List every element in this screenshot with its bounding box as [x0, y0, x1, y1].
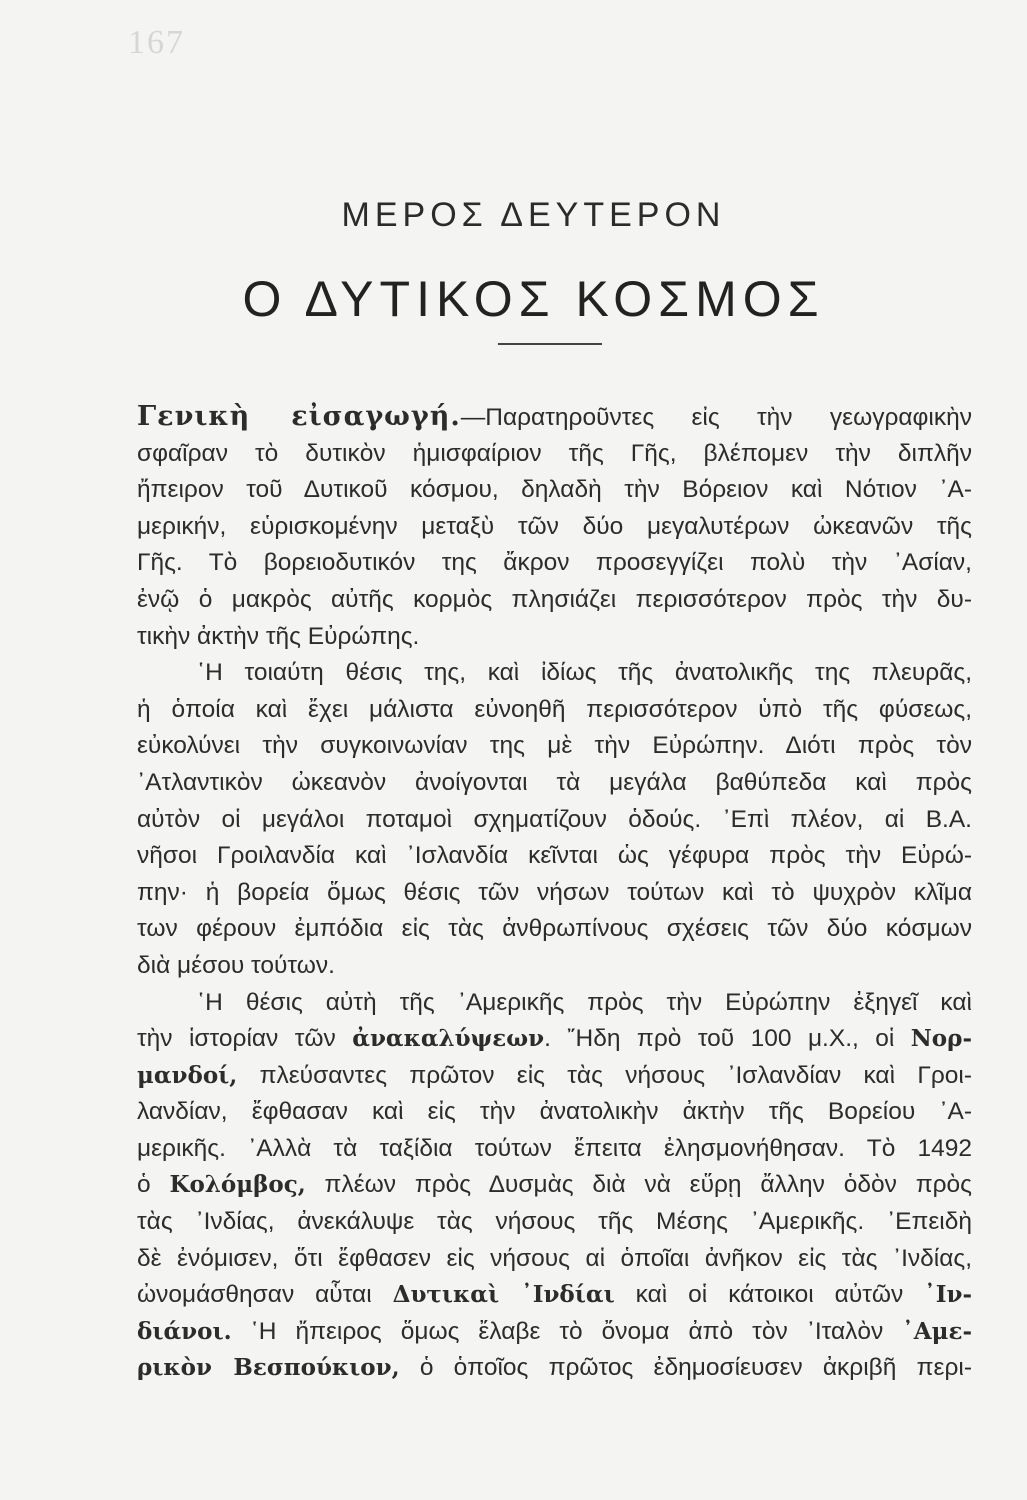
text-line: των φέρουν ἐμπόδια εἰς τὰς ἀνθρωπίνους σχέσεις τῶν δύο κόσμων: [137, 915, 972, 943]
text-line: δὲ ἐνόμισεν, ὅτι ἔφθασεν εἰς νήσους αἱ ὁποῖαι ἀνῆκον εἰς τὰς ᾿Ινδίας,: [137, 1244, 972, 1272]
main-title: Ο ΔΥΤΙΚΟΣ ΚΟΣΜΟΣ: [242, 271, 825, 327]
text-line: ὁ Κολόμβος, πλέων πρὸς Δυσμὰς διὰ νὰ εὕρῃ ἄλλην ὁδὸν πρὸς: [137, 1171, 972, 1199]
text-line: ρικὸν Βεσπούκιον, ὁ ὁποῖος πρῶτος ἐδημοσίευσεν ἀκριβῆ περι-: [137, 1354, 972, 1382]
bold-term: διάνοι.: [137, 1317, 232, 1345]
text-line: αὐτὸν οἱ μεγάλοι ποταμοὶ σχηματίζουν ὁδούς. ᾿Επὶ πλέον, αἱ Β.Α.: [137, 805, 972, 833]
text-line: ἡ ὁποία καὶ ἔχει μάλιστα εὐνοηθῆ περισσότερον ὑπὸ τῆς φύσεως,: [137, 695, 972, 723]
text-line: τικὴν ἀκτὴν τῆς Εὐρώπης.: [137, 622, 420, 650]
text-line: μανδοί, πλεύσαντες πρῶτον εἰς τὰς νήσους ᾿Ισλανδίαν καὶ Γροι-: [137, 1061, 972, 1089]
title-divider: [498, 343, 602, 345]
text-line: τὴν ἱστορίαν τῶν ἀνακαλύψεων. ῎Ηδη πρὸ τοῦ 100 μ.Χ., οἱ Νορ-: [137, 1025, 972, 1053]
text-line: εὐκολύνει τὴν συγκοινωνίαν της μὲ τὴν Εὐρώπην. Διότι πρὸς τὸν: [137, 732, 972, 760]
text-line: διὰ μέσου τούτων.: [137, 951, 335, 979]
text-line: πην· ἡ βορεία ὅμως θέσις τῶν νήσων τούτων καὶ τὸ ψυχρὸν κλῖμα: [137, 878, 972, 906]
text-line: ἐνῷ ὁ μακρὸς αὐτῆς κορμὸς πλησιάζει περισσότερον πρὸς τὴν δυ-: [137, 585, 972, 613]
bold-term: ᾿Αμε-: [902, 1317, 972, 1345]
text-line: σφαῖραν τὸ δυτικὸν ἡμισφαίριον τῆς Γῆς, βλέπομεν τὴν διπλῆν: [137, 439, 972, 467]
text-line: λανδίαν, ἔφθασαν καὶ εἰς τὴν ἀνατολικὴν ἀκτὴν τῆς Βορείου ᾿Α-: [137, 1098, 972, 1126]
bold-term: Κολόμβος,: [169, 1171, 306, 1199]
part-title: ΜΕΡΟΣ ΔΕΥΤΕΡΟΝ: [341, 196, 726, 234]
text-line: τὰς ᾿Ινδίας, ἀνεκάλυψε τὰς νήσους τῆς Μέσης ᾿Αμερικῆς. ᾿Επειδὴ: [137, 1208, 972, 1236]
bold-term: ἀνακαλύψεων: [352, 1025, 545, 1053]
body-text: [137, 399, 972, 1387]
text-line: ᾿Ατλαντικὸν ὠκεανὸν ἀνοίγονται τὰ μεγάλα βαθύπεδα καὶ πρὸς: [137, 768, 972, 796]
bold-term: ᾿Ιν-: [924, 1281, 972, 1309]
text-line: ῾Η τοιαύτη θέσις της, καὶ ἰδίως τῆς ἀνατολικῆς της πλευρᾶς,: [197, 659, 972, 687]
text-line: νῆσοι Γροιλανδία καὶ ᾿Ισλανδία κεῖνται ὡς γέφυρα πρὸς τὴν Εὐρώ-: [137, 842, 972, 870]
bold-term: Νορ-: [910, 1025, 972, 1053]
bold-term: ρικὸν Βεσπούκιον,: [137, 1354, 400, 1382]
text-line: ἤπειρον τοῦ Δυτικοῦ κόσμου, δηλαδὴ τὴν Βόρειον καὶ Νότιον ᾿Α-: [137, 476, 972, 504]
text-line: μερικήν, εὑρισκομένην μεταξὺ τῶν δύο μεγαλυτέρων ὠκεανῶν τῆς: [137, 512, 972, 540]
section-heading: Γενικὴ εἰσαγωγή.: [137, 401, 461, 432]
text-line: ὠνομάσθησαν αὗται Δυτικαὶ ᾿Ινδίαι καὶ οἱ κάτοικοι αὐτῶν ᾿Ιν-: [137, 1281, 972, 1309]
text-line: ῾Η θέσις αὐτὴ τῆς ᾿Αμερικῆς πρὸς τὴν Εὐρώπην ἐξηγεῖ καὶ: [197, 988, 972, 1016]
text-line: Γενικὴ εἰσαγωγή.—Παρατηροῦντες εἰς τὴν γεωγραφικὴν: [137, 401, 973, 432]
page-number: 167: [128, 24, 185, 61]
text-line: διάνοι. ῾Η ἤπειρος ὅμως ἔλαβε τὸ ὄνομα ἀπὸ τὸν ᾿Ιταλὸν ᾿Αμε-: [137, 1317, 972, 1345]
bold-term: Δυτικαὶ ᾿Ινδίαι: [392, 1281, 615, 1309]
text-line: μερικῆς. ᾿Αλλὰ τὰ ταξίδια τούτων ἔπειτα ἐλησμονήθησαν. Τὸ 1492: [137, 1134, 972, 1162]
text-line: Γῆς. Τὸ βορειοδυτικόν της ἄκρον προσεγγίζει πολὺ τὴν ᾿Ασίαν,: [137, 549, 972, 577]
bold-term: μανδοί,: [137, 1061, 238, 1089]
